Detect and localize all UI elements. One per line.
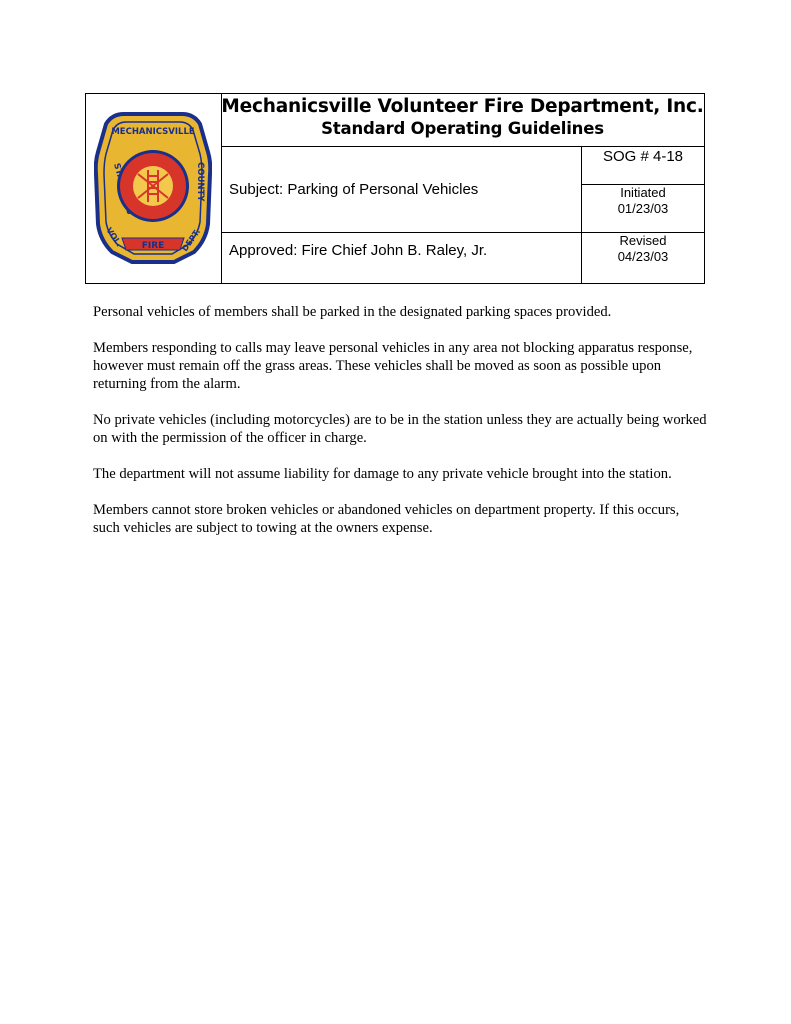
logo-bottom-right-text: DEPT.: [180, 227, 203, 254]
paragraph: Members responding to calls may leave personal vehicles in any area not blocking apparatus response, however must remain off the grass areas. These vehicles shall be moved as soon as possible upon returning from the alarm.: [93, 340, 693, 392]
paragraph: Personal vehicles of members shall be parked in the designated parking spaces provided.: [93, 304, 612, 320]
paragraph: Members cannot store broken vehicles or abandoned vehicles on department property. If this occurs, such vehicles are subject to towing at the owners expense.: [93, 502, 680, 536]
paragraph: No private vehicles (including motorcycles) are to be in the station unless they are actually being worked on with the permission of the officer in charge.: [93, 412, 707, 446]
department-title: Mechanicsville Volunteer Fire Department, Inc.: [221, 96, 704, 117]
document-body: [93, 303, 708, 555]
fire-department-patch-logo: [94, 112, 212, 264]
logo-bottom-center-text: FIRE: [141, 241, 165, 251]
initiated-cell: [582, 185, 704, 233]
sog-number: SOG # 4-18: [602, 148, 684, 165]
logo-cell: [86, 94, 222, 283]
paragraph: The department will not assume liability for damage to any private vehicle brought into the station.: [93, 466, 672, 482]
revised-label: Revised: [619, 233, 667, 248]
approved-cell: [221, 233, 582, 283]
revised-date: 04/23/03: [617, 249, 669, 264]
logo-left-text: ST.: [111, 162, 125, 179]
logo-right-text: COUNTY: [195, 162, 205, 202]
initiated-label: Initiated: [620, 185, 666, 200]
subject-text: Subject: Parking of Personal Vehicles: [229, 181, 479, 198]
subject-cell: [221, 146, 582, 233]
sog-number-cell: [582, 146, 704, 185]
approved-text: Approved: Fire Chief John B. Raley, Jr.: [229, 242, 488, 259]
initiated-date: 01/23/03: [617, 201, 669, 216]
revised-cell: [582, 233, 704, 283]
document-subtitle: Standard Operating Guidelines: [321, 119, 604, 138]
header-table: [85, 93, 705, 284]
logo-top-text: MECHANICSVILLE: [111, 127, 195, 137]
logo-bottom-left-text: VOL.: [104, 225, 124, 249]
title-cell: [221, 94, 704, 147]
